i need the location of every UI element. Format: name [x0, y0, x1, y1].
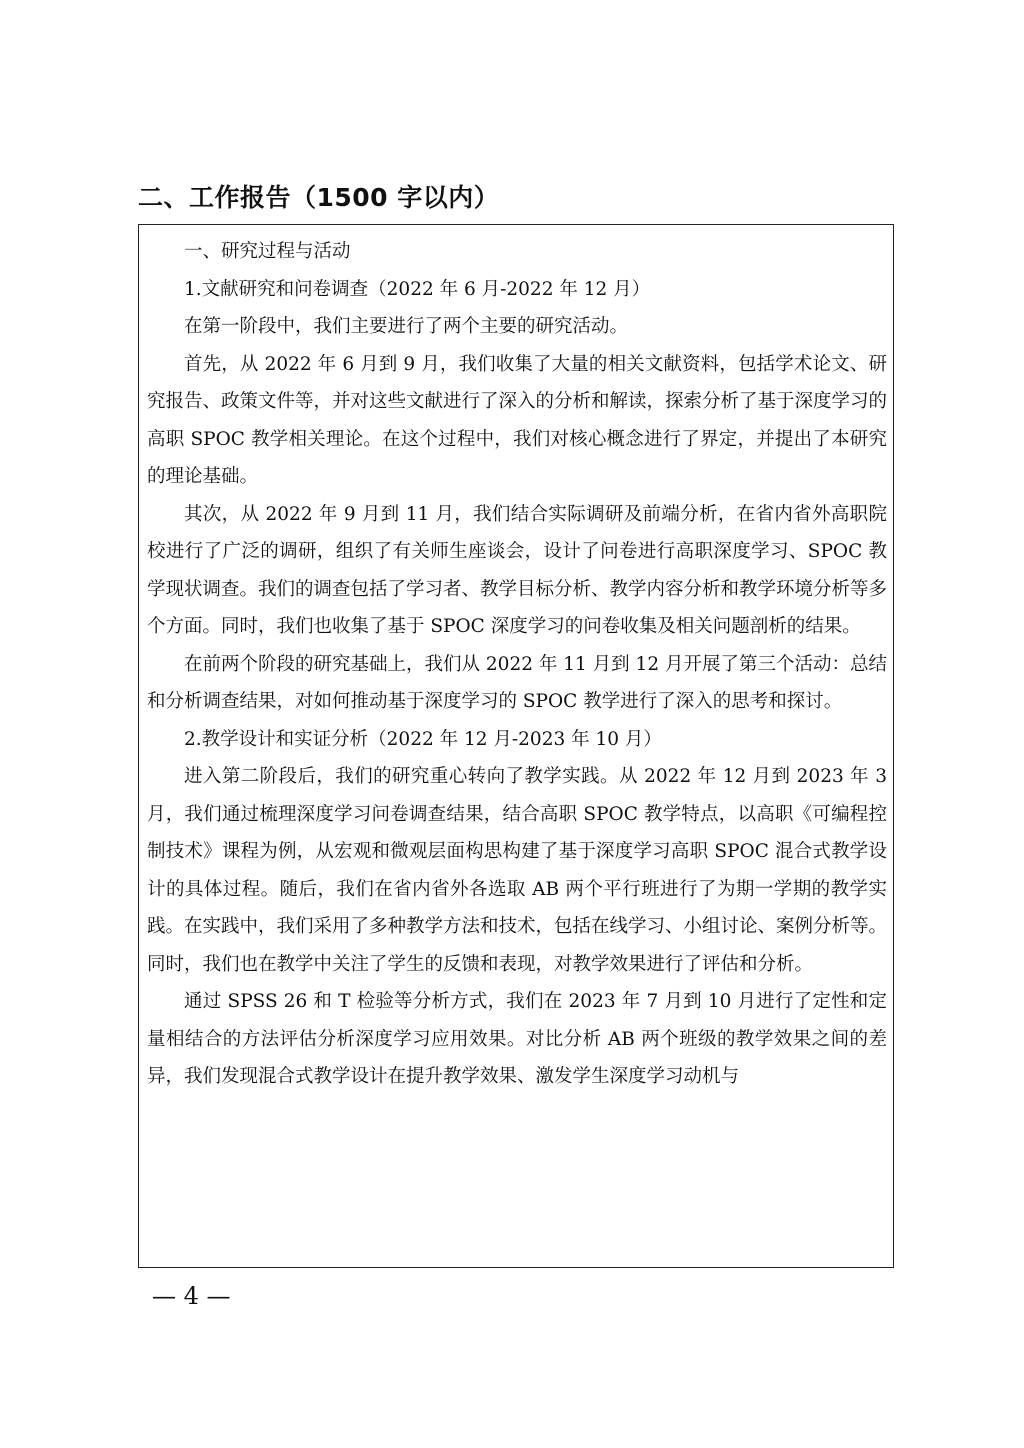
subsection-title: 2.教学设计和实证分析（2022 年 12 月-2023 年 10 月）	[184, 728, 662, 750]
report-paragraph: 其次，从 2022 年 9 月到 11 月，我们结合实际调研及前端分析，在省内省外高职院校进行了广泛的调研，组织了有关师生座谈会，设计了问卷进行高职深度学习、SPOC 教学现状调查。我们的调查包括了学习者、教学目标分析、教学内容分析和教学环境分析等多个方面。同时，我们也收集了基于 SPOC 深度学习的问卷收集及相关问题剖析的结果。	[147, 503, 888, 637]
page-number: — 4 —	[152, 1282, 231, 1310]
subsection-title: 1.文献研究和问卷调查（2022 年 6 月-2022 年 12 月）	[184, 278, 651, 300]
section-heading: 二、工作报告（1500 字以内）	[138, 183, 500, 212]
report-paragraph: 首先，从 2022 年 6 月到 9 月，我们收集了大量的相关文献资料，包括学术论文、研究报告、政策文件等，并对这些文献进行了深入的分析和解读，探索分析了基于深度学习的高职 SPOC 教学相关理论。在这个过程中，我们对核心概念进行了界定，并提出了本研究的理论基础。	[147, 353, 888, 487]
report-box	[138, 224, 894, 1268]
report-paragraph: 在第一阶段中，我们主要进行了两个主要的研究活动。	[184, 316, 629, 337]
report-paragraph: 进入第二阶段后，我们的研究重心转向了教学实践。从 2022 年 12 月到 2023 年 3 月，我们通过梳理深度学习问卷调查结果，结合高职 SPOC 教学特点，以高职《可编程控制技术》课程为例，从宏观和微观层面构思构建了基于深度学习高职 SPOC 混合式教学设计的具体过程。随后，我们在省内省外各选取 AB 两个平行班进行了为期一学期的教学实践。在实践中，我们采用了多种教学方法和技术，包括在线学习、小组讨论、案例分析等。同时，我们也在教学中关注了学生的反馈和表现，对教学效果进行了评估和分析。	[147, 766, 888, 975]
report-body	[147, 233, 887, 1096]
report-paragraph: 通过 SPSS 26 和 T 检验等分析方式，我们在 2023 年 7 月到 10 月进行了定性和定量相结合的方法评估分析深度学习应用效果。对比分析 AB 两个班级的教学效果之间的差异，我们发现混合式教学设计在提升教学效果、激发学生深度学习动机与	[147, 991, 887, 1087]
report-paragraph: 在前两个阶段的研究基础上，我们从 2022 年 11 月到 12 月开展了第三个活动：总结和分析调查结果，对如何推动基于深度学习的 SPOC 教学进行了深入的思考和探讨。	[147, 653, 887, 712]
report-heading: 一、研究过程与活动	[184, 241, 351, 262]
